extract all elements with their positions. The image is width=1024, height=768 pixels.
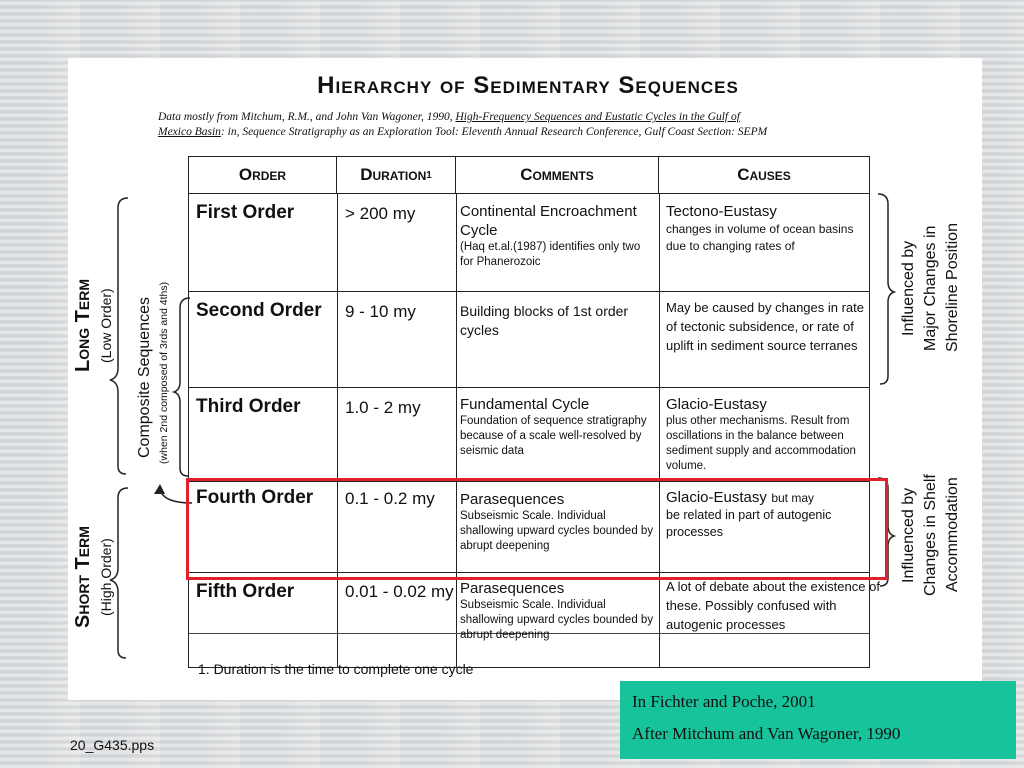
row-comment: Fundamental Cycle Foundation of sequence stratigraphy because of a scale well-resolved by seismic data <box>460 396 647 457</box>
composite-bracket <box>174 298 190 476</box>
shoreline-influence-label: Influenced by Major Changes in Shoreline Position <box>900 223 961 353</box>
row-comment: Building blocks of 1st order cycles <box>460 303 629 338</box>
slide-content <box>68 58 982 700</box>
composite-sequences-label: Composite Sequences <box>136 297 153 459</box>
slide-title: Hierarchy of Sedimentary Sequences <box>317 72 739 99</box>
high-order-label: (High Order) <box>98 538 114 616</box>
row-order: Third Order <box>196 396 301 417</box>
row-duration: 0.01 - 0.02 my <box>345 582 454 601</box>
long-term-label: Long Term <box>72 279 94 373</box>
citation-title-part2: Mexico Basin <box>158 126 221 138</box>
row-cause: Glacio-Eustasy plus other mechanisms. Result from oscillations in the balance between sediment supply and accommodation volume. <box>666 396 856 472</box>
row-duration: 9 - 10 my <box>345 302 416 321</box>
citation-title-part1: High-Frequency Sequences and Eustatic Cycles in the Gulf of <box>455 111 740 123</box>
footnote: 1. Duration is the time to complete one cycle <box>198 661 474 677</box>
file-name-label: 20_G435.pps <box>70 737 155 753</box>
row-comment: Continental Encroachment Cycle (Haq et.al.(1987) identifies only two for Phanerozoic <box>460 203 641 268</box>
source-caption <box>620 681 1016 759</box>
composite-arrow <box>160 490 192 503</box>
row-cause: A lot of debate about the existence of these. Possibly confused with autogenic processes <box>666 579 880 632</box>
row-cause: Tectono-Eustasy changes in volume of ocean basins due to changing rates of <box>666 203 854 253</box>
accommodation-influence-label: Influenced by Changes in Shelf Accommodation <box>900 474 961 596</box>
short-term-label: Short Term <box>72 526 94 628</box>
citation-prefix: Data mostly from Mitchum, R.M., and John Van Wagoner, 1990, <box>158 111 453 123</box>
header-order: Order <box>189 157 337 193</box>
upper-right-bracket <box>878 194 894 384</box>
citation-rest: : in, Sequence Stratigraphy as an Exploration Tool: Eleventh Annual Research Conference, Gulf Coast Section: SEPM <box>220 126 768 138</box>
header-duration: Duration 1 <box>337 157 456 193</box>
caption-line-1: In Fichter and Poche, 2001 <box>632 692 816 711</box>
row-duration: 0.1 - 0.2 my <box>345 489 435 508</box>
row-order: First Order <box>196 202 295 223</box>
row-cause: May be caused by changes in rate of tectonic subsidence, or rate of uplift in sediment source terranes <box>666 300 865 353</box>
row-duration: 1.0 - 2 my <box>345 398 421 417</box>
row-cause: Glacio-Eustasy but may be related in part of autogenic processes <box>666 489 832 539</box>
row-order: Fourth Order <box>196 487 314 508</box>
bracket-graphics <box>68 58 982 700</box>
row-duration: > 200 my <box>345 204 416 223</box>
header-comments: Comments <box>456 157 659 193</box>
row-comment: Parasequences Subseismic Scale. Individual shallowing upward cycles bounded by abrupt deepening <box>460 580 654 641</box>
composite-sequences-sublabel: (when 2nd composed of 3rds and 4ths) <box>158 281 170 465</box>
row-order: Fifth Order <box>196 581 295 602</box>
row-order: Second Order <box>196 300 322 321</box>
lower-right-bracket <box>878 478 894 586</box>
header-causes: Causes <box>737 165 791 184</box>
row-comment: Parasequences Subseismic Scale. Individual shallowing upward cycles bounded by abrupt deepening <box>460 491 654 552</box>
low-order-label: (Low Order) <box>98 288 114 364</box>
caption-line-2: After Mitchum and Van Wagoner, 1990 <box>632 724 901 743</box>
